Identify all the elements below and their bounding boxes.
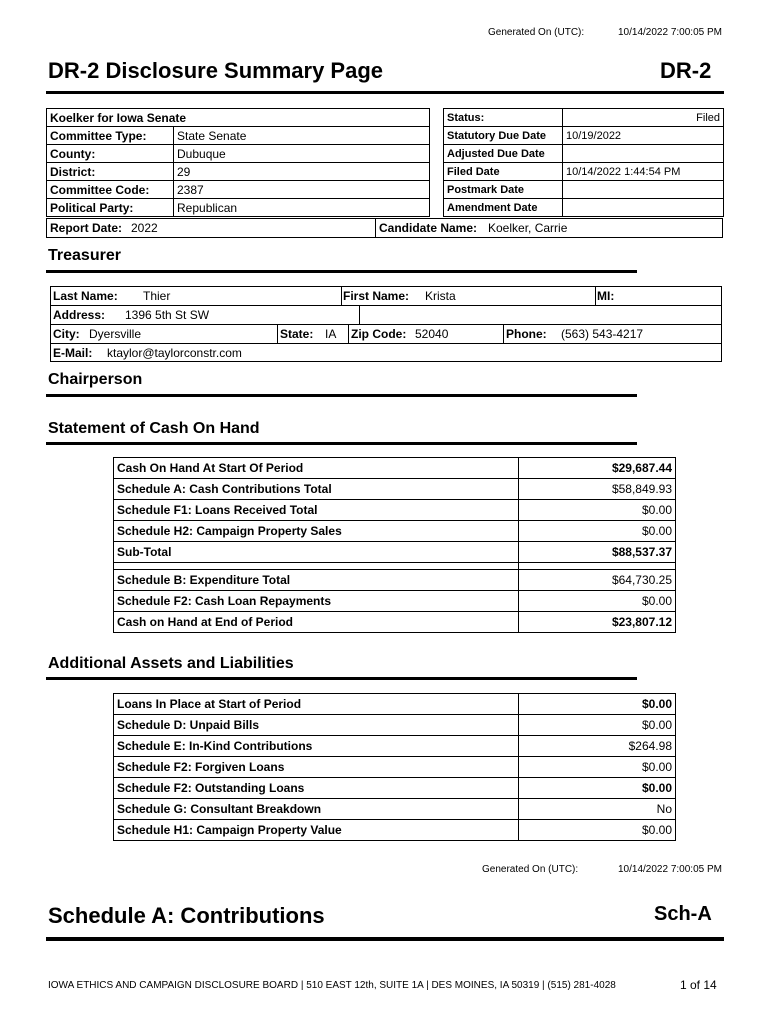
schedule-a-title: Schedule A: Contributions xyxy=(48,903,325,928)
report-date-value: 2022 xyxy=(131,221,158,235)
generated-label: Generated On (UTC): xyxy=(488,27,585,38)
generated-value: 10/14/2022 7:00:05 PM xyxy=(618,27,722,38)
table-row xyxy=(114,820,676,841)
political-party-value: Republican xyxy=(174,199,430,217)
cash-row-value: $88,537.37 xyxy=(519,542,676,563)
cash-row-value: $29,687.44 xyxy=(519,458,676,479)
table-row xyxy=(114,736,676,757)
treasurer-col-line xyxy=(595,287,596,305)
district-value: 29 xyxy=(174,163,430,181)
zip-label: Zip Code: xyxy=(351,327,407,341)
address-label: Address: xyxy=(53,308,106,322)
status-label: Status: xyxy=(444,109,563,127)
phone-value: (563) 543-4217 xyxy=(561,327,644,341)
treasurer-col-line xyxy=(277,324,278,343)
cash-row-label: Schedule F1: Loans Received Total xyxy=(114,500,519,521)
email-value: ktaylor@taylorconstr.com xyxy=(107,346,242,360)
assets-row-value: $0.00 xyxy=(519,694,676,715)
assets-row-label: Schedule E: In-Kind Contributions xyxy=(114,736,519,757)
footer-text: IOWA ETHICS AND CAMPAIGN DISCLOSURE BOARD | 510 EAST 12th, SUITE 1A | DES MOINES, IA 50319 | (515) 281-4028 xyxy=(48,980,616,991)
table-row xyxy=(114,458,676,479)
county-value: Dubuque xyxy=(174,145,430,163)
amendment-date-value xyxy=(563,199,724,217)
adjusted-due-label: Adjusted Due Date xyxy=(444,145,563,163)
address-value: 1396 5th St SW xyxy=(125,308,210,322)
email-label: E-Mail: xyxy=(53,346,93,360)
candidate-box xyxy=(375,218,723,238)
assets-row-label: Schedule G: Consultant Breakdown xyxy=(114,799,519,820)
treasurer-box xyxy=(50,286,722,362)
table-row xyxy=(114,500,676,521)
assets-row-label: Schedule F2: Outstanding Loans xyxy=(114,778,519,799)
spacer-cell xyxy=(114,563,519,570)
spacer-cell xyxy=(519,563,676,570)
table-row xyxy=(114,521,676,542)
committee-type-value: State Senate xyxy=(174,127,430,145)
political-party-label: Political Party: xyxy=(47,199,174,217)
committee-code-label: Committee Code: xyxy=(47,181,174,199)
last-name-value: Thier xyxy=(143,289,171,303)
report-date-label: Report Date: xyxy=(50,221,123,235)
cash-row-label: Schedule F2: Cash Loan Repayments xyxy=(114,591,519,612)
assets-row-value: No xyxy=(519,799,676,820)
assets-row-label: Schedule H1: Campaign Property Value xyxy=(114,820,519,841)
amendment-date-label: Amendment Date xyxy=(444,199,563,217)
assets-row-value: $0.00 xyxy=(519,757,676,778)
cash-row-label: Cash on Hand at End of Period xyxy=(114,612,519,633)
title-rule xyxy=(46,91,724,94)
treasurer-row-line xyxy=(51,305,721,306)
generated-label-2: Generated On (UTC): xyxy=(482,864,579,875)
phone-label: Phone: xyxy=(506,327,547,341)
assets-row-label: Loans In Place at Start of Period xyxy=(114,694,519,715)
table-row xyxy=(114,612,676,633)
form-code: DR-2 xyxy=(660,58,712,83)
page-title: DR-2 Disclosure Summary Page xyxy=(48,58,384,83)
filed-date-label: Filed Date xyxy=(444,163,563,181)
chairperson-rule xyxy=(46,394,637,397)
cash-rule xyxy=(46,442,637,445)
county-label: County: xyxy=(47,145,174,163)
table-row xyxy=(114,563,676,570)
table-row xyxy=(114,778,676,799)
statutory-due-value: 10/19/2022 xyxy=(563,127,724,145)
assets-row-label: Schedule F2: Forgiven Loans xyxy=(114,757,519,778)
adjusted-due-value xyxy=(563,145,724,163)
state-label: State: xyxy=(280,327,314,341)
assets-row-value: $0.00 xyxy=(519,715,676,736)
state-value: IA xyxy=(325,327,337,341)
cash-row-label: Sub-Total xyxy=(114,542,519,563)
treasurer-col-line xyxy=(348,324,349,343)
status-value: Filed xyxy=(563,109,724,127)
filed-date-value: 10/14/2022 1:44:54 PM xyxy=(563,163,724,181)
treasurer-col-line xyxy=(503,324,504,343)
assets-heading: Additional Assets and Liabilities xyxy=(48,655,294,672)
postmark-date-label: Postmark Date xyxy=(444,181,563,199)
cash-row-label: Cash On Hand At Start Of Period xyxy=(114,458,519,479)
status-table xyxy=(443,108,724,217)
last-name-label: Last Name: xyxy=(53,289,118,303)
city-label: City: xyxy=(53,327,80,341)
committee-type-label: Committee Type: xyxy=(47,127,174,145)
table-row xyxy=(114,757,676,778)
first-name-label: First Name: xyxy=(343,289,410,303)
report-date-box xyxy=(46,218,376,238)
assets-row-label: Schedule D: Unpaid Bills xyxy=(114,715,519,736)
assets-rule xyxy=(46,677,637,680)
assets-row-value: $0.00 xyxy=(519,778,676,799)
cash-row-label: Schedule B: Expenditure Total xyxy=(114,570,519,591)
first-name-value: Krista xyxy=(425,289,456,303)
treasurer-row-line xyxy=(51,343,721,344)
table-row xyxy=(114,591,676,612)
schedule-a-rule xyxy=(46,937,724,941)
treasurer-col-line xyxy=(359,305,360,324)
table-row xyxy=(114,479,676,500)
cash-row-value: $23,807.12 xyxy=(519,612,676,633)
treasurer-col-line xyxy=(341,287,342,305)
assets-table xyxy=(113,693,676,841)
postmark-date-value xyxy=(563,181,724,199)
candidate-value: Koelker, Carrie xyxy=(488,221,568,235)
statutory-due-label: Statutory Due Date xyxy=(444,127,563,145)
page-number: 1 of 14 xyxy=(680,978,717,992)
cash-row-label: Schedule A: Cash Contributions Total xyxy=(114,479,519,500)
cash-row-label: Schedule H2: Campaign Property Sales xyxy=(114,521,519,542)
committee-code-value: 2387 xyxy=(174,181,430,199)
cash-heading: Statement of Cash On Hand xyxy=(48,420,260,437)
cash-row-value: $58,849.93 xyxy=(519,479,676,500)
table-row xyxy=(114,570,676,591)
candidate-label: Candidate Name: xyxy=(379,221,478,235)
cash-row-value: $64,730.25 xyxy=(519,570,676,591)
table-row xyxy=(114,542,676,563)
chairperson-heading: Chairperson xyxy=(48,371,143,388)
treasurer-heading: Treasurer xyxy=(48,247,121,264)
table-row xyxy=(114,694,676,715)
schedule-a-code: Sch-A xyxy=(654,903,712,925)
table-row xyxy=(114,715,676,736)
district-label: District: xyxy=(47,163,174,181)
cash-table-top xyxy=(113,457,676,633)
zip-value: 52040 xyxy=(415,327,449,341)
treasurer-row-line xyxy=(51,324,721,325)
cash-row-value: $0.00 xyxy=(519,500,676,521)
city-value: Dyersville xyxy=(89,327,142,341)
assets-row-value: $264.98 xyxy=(519,736,676,757)
cash-row-value: $0.00 xyxy=(519,521,676,542)
committee-table xyxy=(46,108,430,217)
committee-name: Koelker for Iowa Senate xyxy=(47,109,430,127)
treasurer-rule xyxy=(46,270,637,273)
cash-row-value: $0.00 xyxy=(519,591,676,612)
mi-label: MI: xyxy=(597,289,615,303)
table-row xyxy=(114,799,676,820)
generated-value-2: 10/14/2022 7:00:05 PM xyxy=(618,864,722,875)
assets-row-value: $0.00 xyxy=(519,820,676,841)
